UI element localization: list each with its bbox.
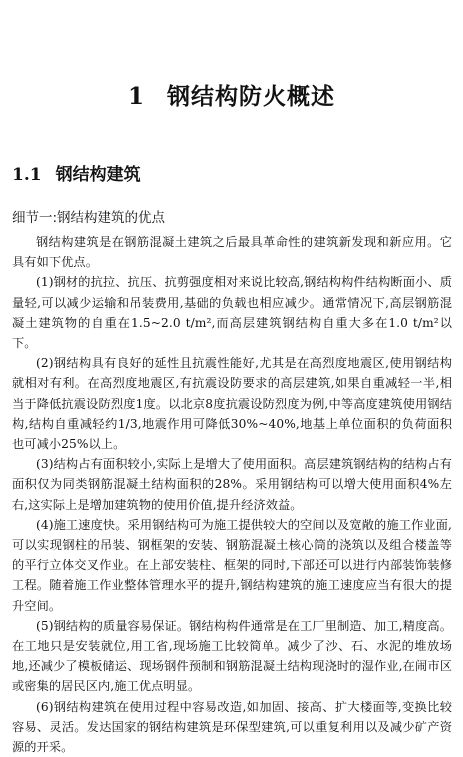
chapter-title (0, 78, 463, 111)
paragraph-6: (6)钢结构建筑在使用过程中容易改造,如加固、接高、扩大楼面等,变换比较容易、灵活。发达国家的钢结构建筑是环保型建筑,可以重复利用以及减少矿产资源的开采。 (12, 699, 452, 755)
subsection-title: 细节一:钢结构建筑的优点 (12, 210, 166, 226)
paragraph-2: (2)钢结构具有良好的延性且抗震性能好,尤其是在高烈度地震区,使用钢结构就相对有利。在高烈度地震区,有抗震设防要求的高层建筑,如果自重减轻一半,相当于降低抗震设防烈度1度。以北京8度抗震设防烈度为例,中等高度建筑使用钢结构,结构自重减轻约1/3,地震作用可降低30%~40%,地基上单位面积的负荷面积也可减小25%以上。 (12, 356, 452, 452)
body-text (12, 232, 452, 757)
paragraph-1: (1)钢材的抗拉、抗压、抗剪强度相对来说比较高,钢结构构件结构断面小、质量轻,可以减少运输和吊装费用,基础的负载也相应减少。通常情况下,高层钢筋混凝土建筑物的自重在1.5~2.0 t/m²,而高层建筑钢结构自重大多在1.0 t/m²以下。 (12, 275, 452, 351)
paragraph-intro: 钢结构建筑是在钢筋混凝土建筑之后最具革命性的建筑新发现和新应用。它具有如下优点。 (12, 235, 452, 270)
paragraph-5: (5)钢结构的质量容易保证。钢结构构件通常是在工厂里制造、加工,精度高。在工地只是安装就位,用工省,现场施工比较简单。减少了沙、石、水泥的堆放场地,还减少了模板储运、现场钢件预制和钢筋混凝土结构现浇时的湿作业,在闹市区或密集的居民区内,施工优点明显。 (12, 618, 452, 694)
chapter-number: 1 (127, 83, 145, 110)
section-title (12, 160, 141, 185)
section-number: 1.1 (12, 165, 42, 185)
paragraph-4: (4)施工速度快。采用钢结构可为施工提供较大的空间以及宽敞的施工作业面,可以实现钢柱的吊装、钢框架的安装、钢筋混凝土核心筒的浇筑以及组合楼盖等的平行立体交叉作业。在上部安装柱、框架的同时,下部还可以进行内部装饰装修工程。随着施工作业整体管理水平的提升,钢结构建筑的施工速度应当有很大的提升空间。 (12, 517, 452, 613)
paragraph-3: (3)结构占有面积较小,实际上是增大了使用面积。高层建筑钢结构的结构占有面积仅为同类钢筋混凝土结构面积的28%。采用钢结构可以增大使用面积4%左右,这实际上是增加建筑物的使用价值,提升经济效益。 (12, 457, 452, 512)
section-title-text: 钢结构建筑 (55, 165, 141, 185)
chapter-title-text: 钢结构防火概述 (167, 83, 335, 110)
